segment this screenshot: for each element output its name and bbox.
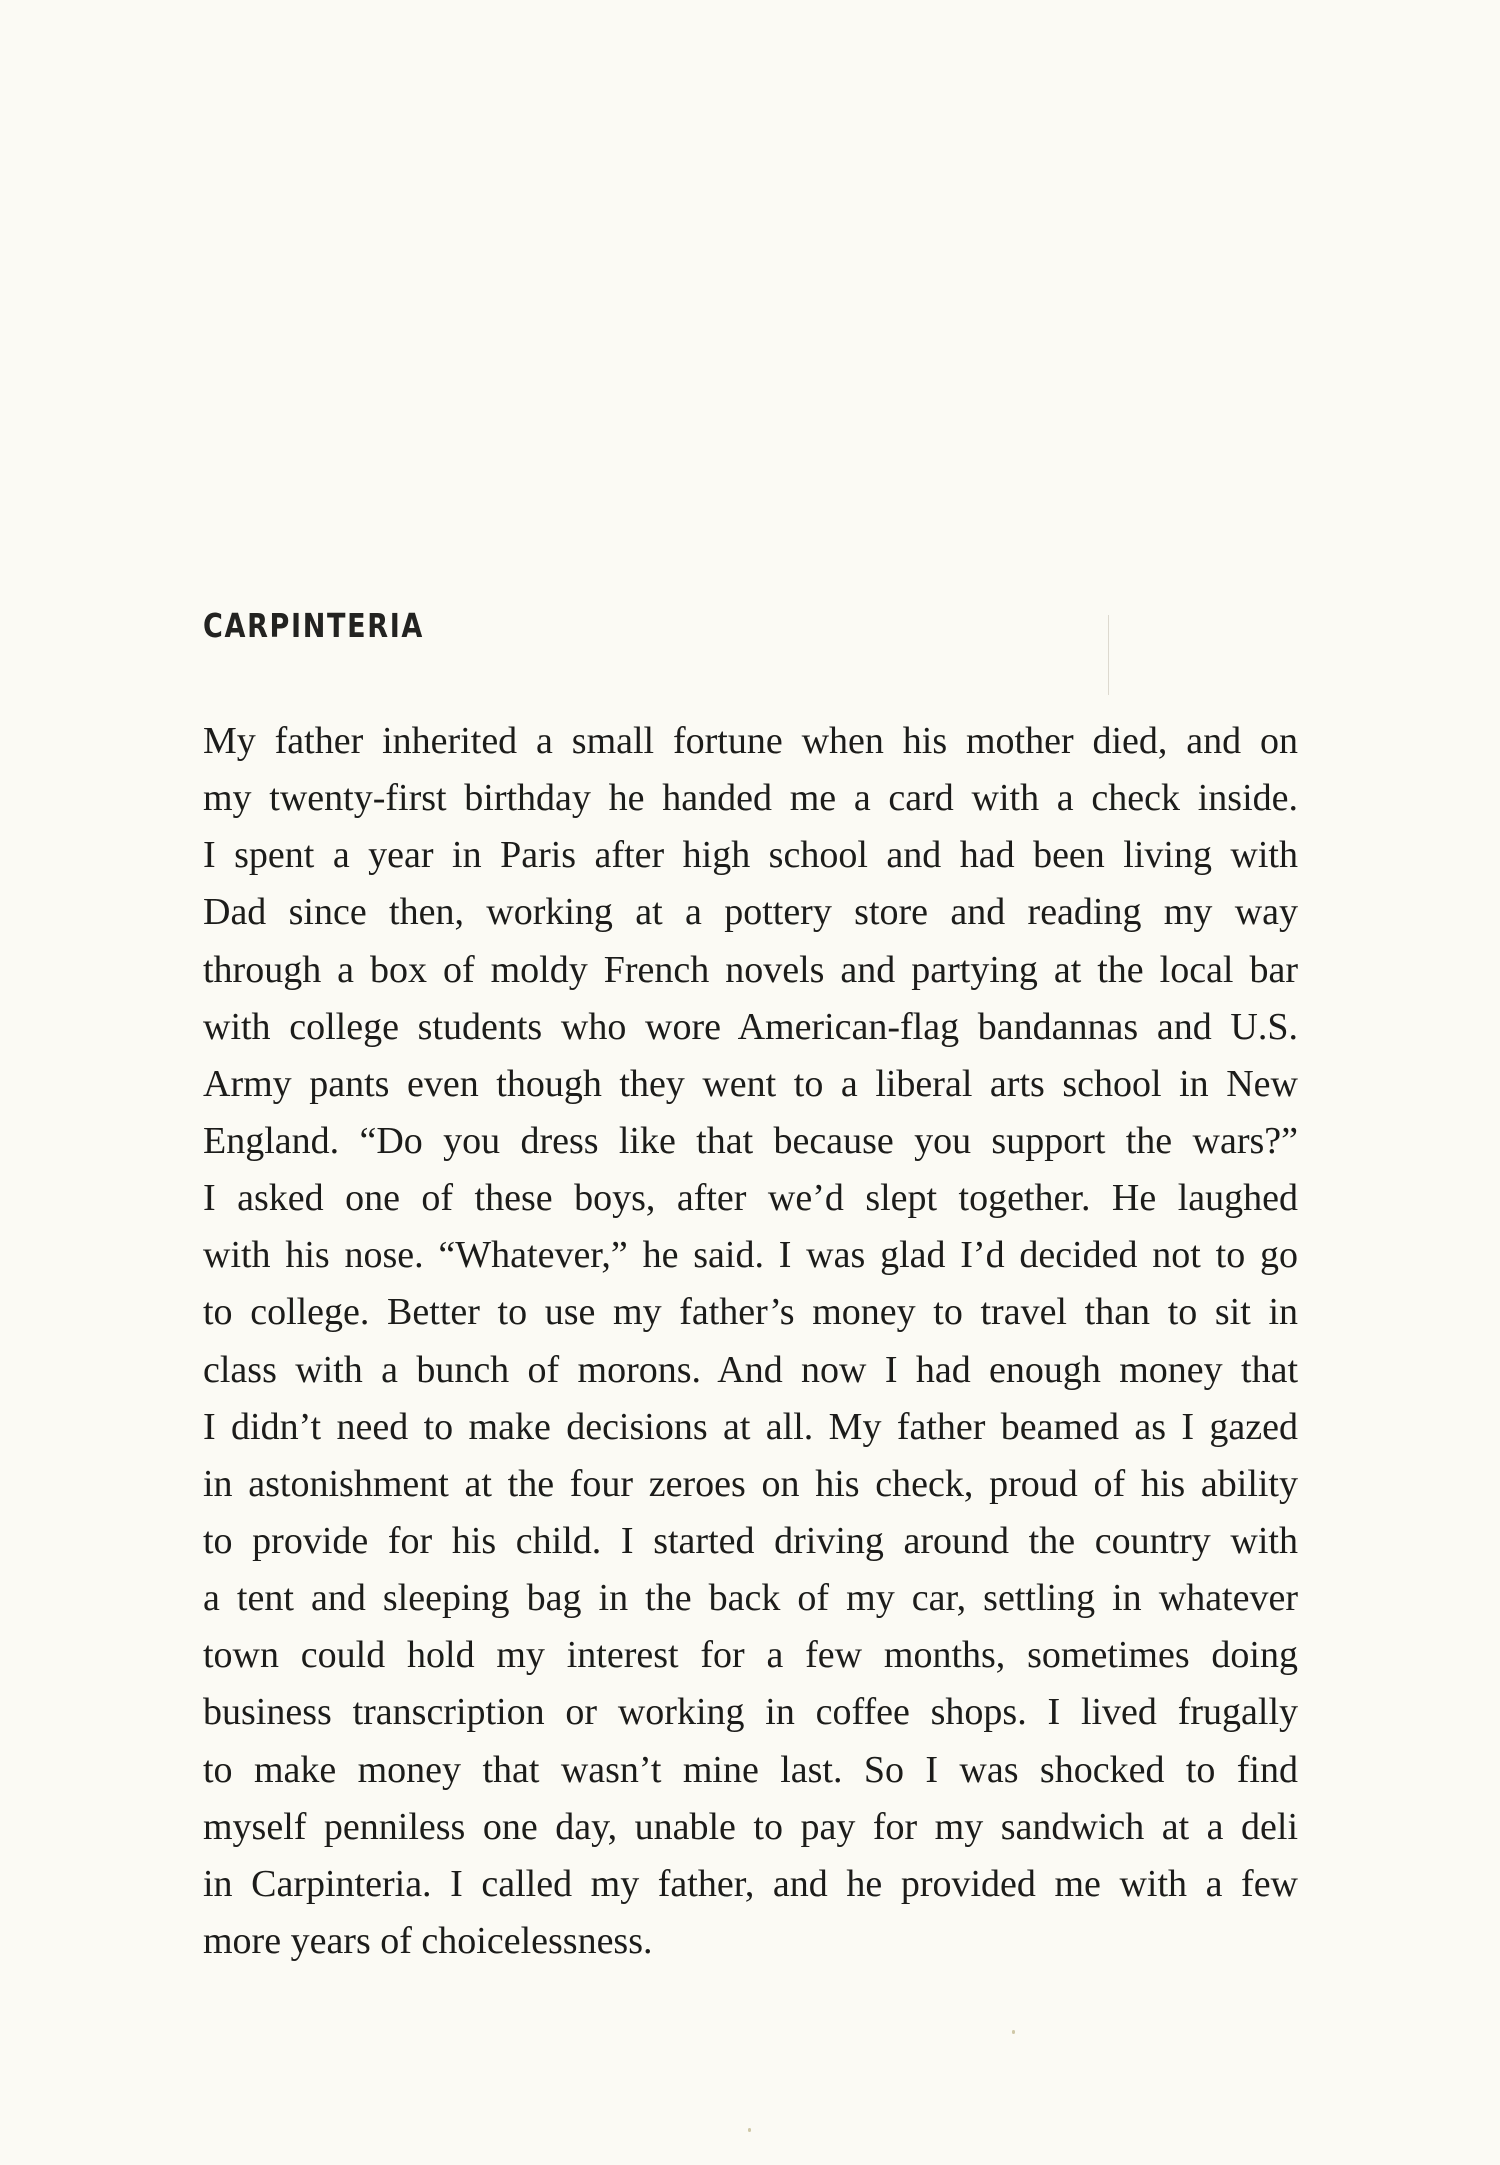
text-line: class with a bunch of morons. And now I had enough money that [203,1348,1298,1391]
text-line: Army pants even though they went to a liberal arts school in New [203,1062,1298,1105]
text-line: to make money that wasn’t mine last. So I was shocked to find [203,1748,1298,1791]
text-line: in astonishment at the four zeroes on his check, proud of his ability [203,1462,1298,1505]
text-line: England. “Do you dress like that because you support the wars?” [203,1119,1298,1162]
text-line: my twenty-first birthday he handed me a card with a check inside. [203,777,1298,820]
text-line: with his nose. “Whatever,” he said. I was glad I’d decided not to go [203,1234,1298,1277]
text-line: myself penniless one day, unable to pay for my sandwich at a deli [203,1805,1298,1848]
text-line: I spent a year in Paris after high school and had been living with [203,834,1298,877]
text-line-last: more years of choicelessness. [203,1919,653,1962]
text-line: Dad since then, working at a pottery store and reading my way [203,891,1298,934]
chapter-title: CARPINTERIA [203,606,425,645]
text-line: business transcription or working in coffee shops. I lived frugally [203,1691,1298,1734]
text-line: in Carpinteria. I called my father, and he provided me with a few [203,1862,1298,1905]
text-line: to provide for his child. I started driving around the country with [203,1519,1298,1562]
text-line: I didn’t need to make decisions at all. My father beamed as I gazed [203,1405,1298,1448]
chapter-body-paragraph [203,713,1298,1970]
scan-speck [1012,2030,1015,2034]
text-line: a tent and sleeping bag in the back of my car, settling in whatever [203,1577,1298,1620]
text-line: town could hold my interest for a few months, sometimes doing [203,1634,1298,1677]
text-line: My father inherited a small fortune when his mother died, and on [203,720,1298,762]
text-line: I asked one of these boys, after we’d slept together. He laughed [203,1177,1298,1220]
scan-artifact-line [1108,615,1109,695]
scan-speck [748,2128,751,2132]
text-line: to college. Better to use my father’s money to travel than to sit in [203,1291,1298,1334]
text-line: through a box of moldy French novels and partying at the local bar [203,948,1298,991]
text-line: with college students who wore American-flag bandannas and U.S. [203,1005,1298,1048]
